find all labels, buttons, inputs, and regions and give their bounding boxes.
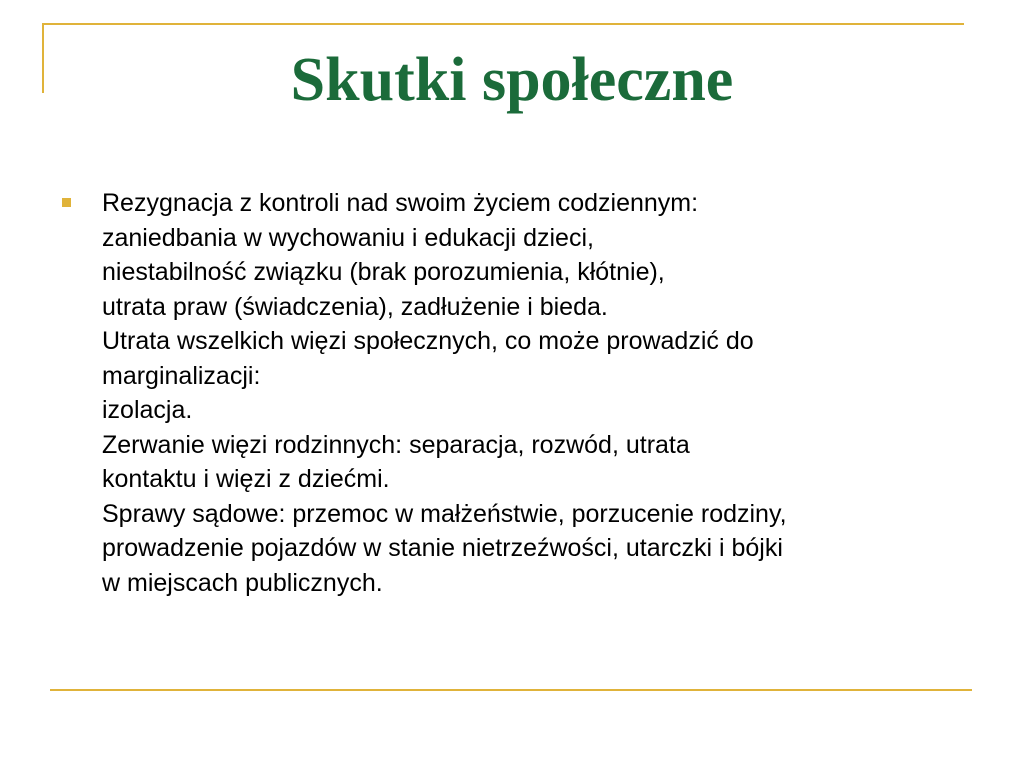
bullet-line: izolacja. (102, 396, 193, 424)
slide-title: Skutki społeczne (290, 46, 734, 114)
frame-top-line (42, 23, 964, 25)
bullet-line: Rezygnacja z kontroli nad swoim życiem codziennym: (102, 189, 699, 217)
bullet-line: marginalizacji: (102, 361, 261, 390)
square-bullet-icon (62, 198, 71, 207)
slide-content (60, 186, 980, 600)
bullet-line: w miejscach publicznych. (102, 568, 383, 597)
bullet-line: zaniedbania w wychowaniu i edukacji dzieci, (102, 223, 594, 252)
bullet-line: Zerwanie więzi rodzinnych: separacja, rozwód, utrata (102, 430, 690, 459)
bullet-item (60, 186, 980, 600)
bullet-line: kontaktu i więzi z dziećmi. (102, 465, 390, 493)
bullet-line: Sprawy sądowe: przemoc w małżeństwie, porzucenie rodziny, (102, 499, 787, 528)
bullet-line: prowadzenie pojazdów w stanie nietrzeźwości, utarczki i bójki (102, 534, 783, 562)
bullet-line: niestabilność związku (brak porozumienia, kłótnie), (102, 258, 665, 286)
bullet-line: Utrata wszelkich więzi społecznych, co może prowadzić do (102, 327, 754, 355)
bullet-line: utrata praw (świadczenia), zadłużenie i bieda. (102, 292, 608, 321)
frame-bottom-line (50, 689, 972, 691)
